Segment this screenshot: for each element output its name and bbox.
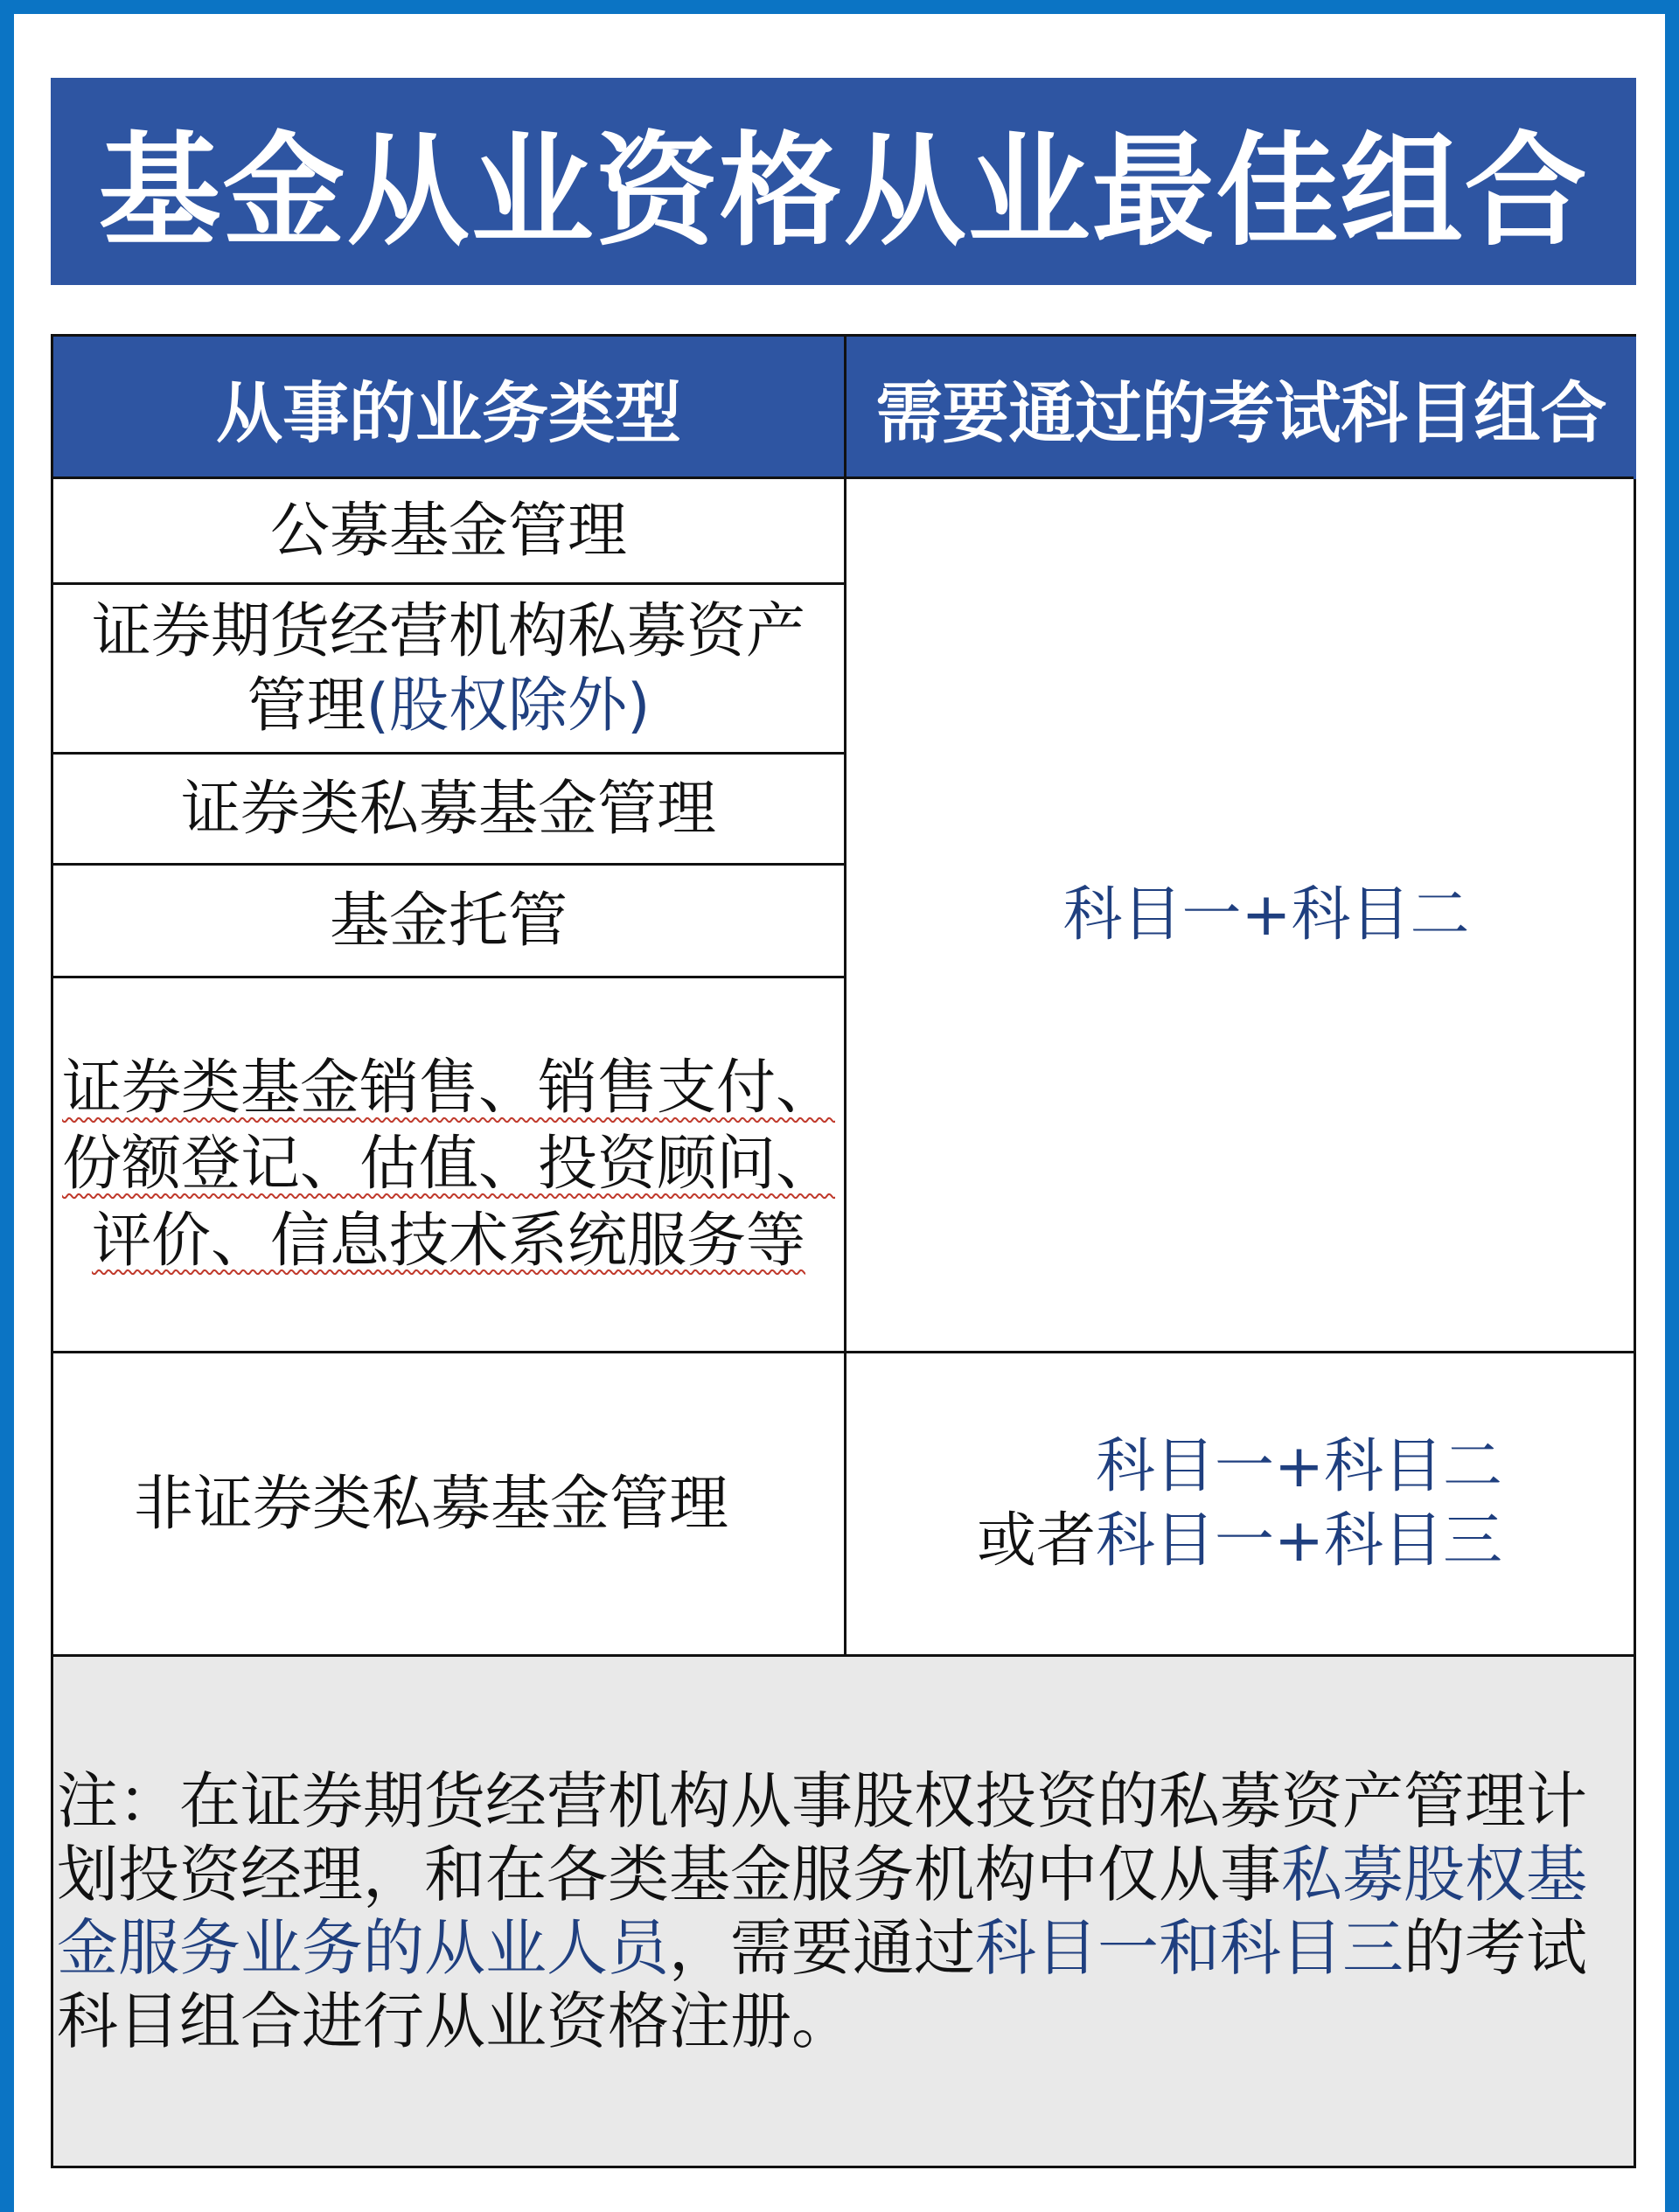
- business-type: 证券期货经营机构私募资产: [91, 596, 805, 666]
- business-type: 非证券类私募基金管理: [133, 1469, 728, 1539]
- exam-combination-prefix: 或者: [977, 1506, 1097, 1576]
- table-row: [53, 978, 844, 1351]
- footnote: [53, 1657, 1634, 2166]
- header-business-type: 从事的业务类型: [53, 337, 844, 479]
- table-row: [53, 755, 844, 863]
- note-text: ，需要通过: [669, 1912, 975, 1984]
- business-type: 份额登记、估值、投资顾问、: [61, 1130, 835, 1200]
- note-highlight: 私募股权基金服务业务的从业人员: [57, 1839, 1587, 1984]
- exam-combination: [846, 479, 1634, 1351]
- qualification-table: [51, 334, 1636, 2168]
- business-type: 管理: [247, 671, 366, 741]
- exam-combination-text: 科目一+科目二: [1062, 880, 1470, 949]
- business-type: 评价、信息技术系统服务等: [91, 1206, 805, 1276]
- table-row: [53, 479, 844, 582]
- page-title: 基金从业资格从业最佳组合: [51, 78, 1636, 285]
- note-highlight: 科目一和科目三: [975, 1912, 1404, 1984]
- table-row: [53, 1353, 844, 1654]
- note-text: 注：在证券期货经营机构从事股权投资的私募资产管理计划投资经理，和在各类基金服务机构中仅从事: [57, 1765, 1587, 1910]
- exam-combination-text: 科目一+科目二: [1096, 1432, 1502, 1501]
- exam-combination-text: 科目一+科目三: [1096, 1506, 1502, 1576]
- business-type: 基金托管: [329, 886, 568, 956]
- table-row: [53, 866, 844, 976]
- business-type: 公募基金管理: [269, 496, 627, 566]
- business-type: 证券类基金销售、销售支付、: [61, 1054, 835, 1123]
- exam-combination: [846, 1353, 1634, 1654]
- header-exam-combination: 需要通过的考试科目组合: [846, 337, 1636, 479]
- note-text: 的考试科目组合进行从业资格注册。: [57, 1912, 1587, 2057]
- business-type-note: (股权除外): [366, 671, 651, 741]
- table-row: [53, 585, 844, 752]
- business-type: 证券类私募基金管理: [180, 774, 716, 844]
